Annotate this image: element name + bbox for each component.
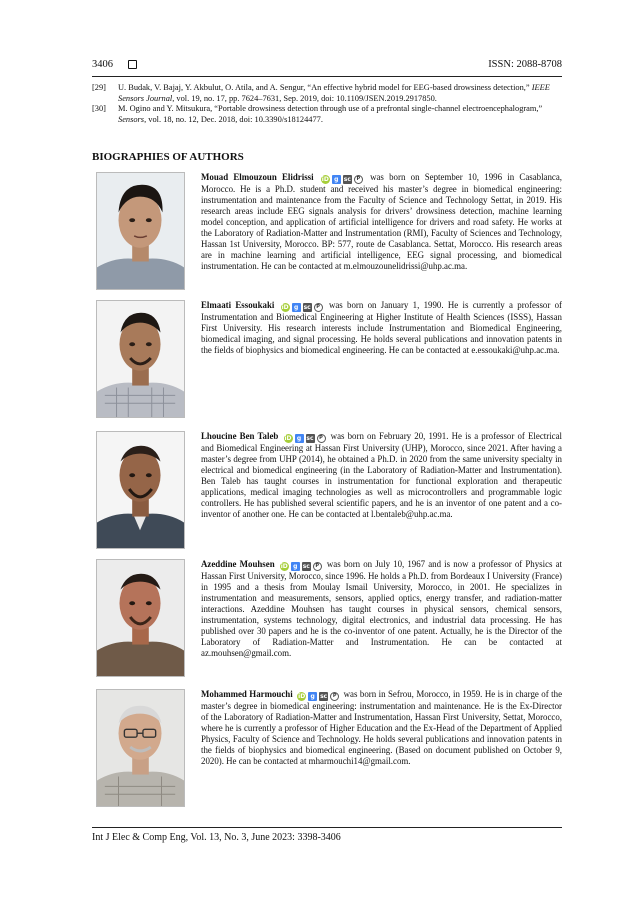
footer-rule (92, 827, 562, 828)
page-number: 3406 (92, 59, 113, 70)
orcid-icon[interactable]: iD (284, 435, 292, 442)
publons-icon[interactable]: P (330, 692, 339, 701)
author-description: was born in Sefrou, Morocco, in 1959. He is in charge of the master’s degree in biomedical engineering: instrumentation and maintenance. He is the Ex-Director of the Laboratory of Radiation-Matter and Instrumentation, Hassan First University, Settat, Morocco, where he is currently a professor of Higher Education and the Ex-Head of the Department of Applied Physics, Faculty of Science and Technology. He holds several publications and innovation patents in the fields of biophysics and biomedical engineering. (Based on document published on October 9, 2020). He can be contacted at mharmouchi14@gmail.com. (201, 689, 563, 766)
author-photo (96, 172, 185, 290)
author-description: was born on July 10, 1967 and is now a professor of Physics at Hassan First University, Morocco, since 1996. He holds a Ph.D. from Bordeaux I University (France) in 1995 and a thesis from Moulay Ismail University, Morocco, in 2001. He specializes in instrumentation and measurements, sensors, applied optics, energy transfer, and radiation-matter interactions. Azeddine Mouhsen has taught courses in physical sensors, chemical sensors, instrumentation, systems technology, digital electronics, and industrial data processing. He has published over 30 papers and he is the co-inventor of one patent. Actually, he is the Director of the Laboratory of Radiation-Matter and Instrumentation. He can be contacted at az.mouhsen@gmail.com. (201, 559, 562, 658)
publons-icon[interactable]: P (354, 175, 363, 184)
google-scholar-icon[interactable]: g (308, 692, 317, 701)
author-photo (96, 559, 185, 677)
reference-item (92, 83, 562, 104)
google-scholar-icon[interactable]: g (332, 175, 341, 184)
scopus-icon[interactable]: sc (320, 693, 328, 700)
checkbox-square-icon (128, 60, 137, 69)
reference-text: M. Ogino and Y. Mitsukura, “Portable drowsiness detection through use of a prefrontal single-channel electroencephalogram,” Sensors, vol. 18, no. 12, Dec. 2018, doi: 10.3390/s18124477. (118, 104, 543, 124)
reference-item (92, 104, 562, 125)
author-name: Azeddine Mouhsen (201, 559, 275, 569)
google-scholar-icon[interactable]: g (292, 303, 301, 312)
orcid-icon[interactable]: iD (280, 563, 288, 570)
profile-badges (281, 303, 323, 312)
author-photo (96, 431, 185, 549)
author-bio-text (201, 689, 562, 767)
publons-icon[interactable]: P (314, 303, 323, 312)
profile-badges (297, 692, 339, 701)
author-name: Elmaati Essoukaki (201, 300, 275, 310)
section-title: BIOGRAPHIES OF AUTHORS (92, 151, 244, 163)
author-bio-text (201, 431, 562, 520)
reference-text: U. Budak, V. Bajaj, Y. Akbulut, O. Atila, and A. Sengur, “An effective hybrid model for EEG-based drowsiness detection,” IEEE Sensors Journal, vol. 19, no. 17, pp. 7624–7631, Sep. 2019, doi: 10.1109/JSEN.2019.2917850. (118, 83, 550, 103)
scopus-icon[interactable]: sc (303, 304, 311, 311)
author-bio-text (201, 559, 562, 659)
author-name: Mohammed Harmouchi (201, 689, 293, 699)
orcid-icon[interactable]: iD (321, 176, 329, 183)
header-rule (92, 76, 562, 77)
publons-icon[interactable]: P (317, 434, 326, 443)
orcid-icon[interactable]: iD (281, 304, 289, 311)
scopus-icon[interactable]: sc (343, 176, 351, 183)
author-bio-text (201, 172, 562, 272)
profile-badges (321, 175, 363, 184)
publons-icon[interactable]: P (313, 562, 322, 571)
google-scholar-icon[interactable]: g (295, 434, 304, 443)
orcid-icon[interactable]: iD (298, 693, 306, 700)
scopus-icon[interactable]: sc (302, 563, 310, 570)
profile-badges (284, 434, 326, 443)
reference-number: [29] (92, 83, 106, 92)
author-name: Mouad Elmouzoun Elidrissi (201, 172, 314, 182)
author-description: was born on September 10, 1996 in Casablanca, Morocco. He is a Ph.D. student and received his master’s degree in biomedical engineering: instrumentation and maintenance from the Faculty of Science and Technology Settat, in 2019. His research areas include EEG signals analysis for drivers’ drowsiness detection, machine learning model conception, and application of artificial intelligence for drivers and road safety. He works at the Laboratory of Radiation-Matter and Instrumentation (RMI), Faculty of Sciences and Technology, Hassan 1st University, Morocco. BP: 577, route de Casablanca. Settat, Morocco. His research areas are in machine learning and artificial intelligence, EEG signal processing, and biomedical instrumentation. He can be contacted at m.elmouzounelidrissi@uhp.ac.ma. (201, 172, 563, 271)
reference-list (92, 83, 562, 125)
page-footer: Int J Elec & Comp Eng, Vol. 13, No. 3, June 2023: 3398-3406 (92, 832, 341, 843)
author-photo (96, 689, 185, 807)
profile-badges (280, 562, 322, 571)
page-header (92, 59, 562, 73)
author-description: was born on January 1, 1990. He is currently a professor of Instrumentation and Biomedical Engineering at Higher Institute of Health Sciences (ISSS), Hassan First University. His research interests include Instrumentation and Biomedical Engineering, biomedical imaging, and signal processing. He holds several publications and innovation patents in the fields of biophysics and biomedical engineering. He can be contacted at e.essoukaki@uhp.ac.ma. (201, 300, 562, 355)
google-scholar-icon[interactable]: g (291, 562, 300, 571)
reference-number: [30] (92, 104, 106, 114)
author-photo (96, 300, 185, 418)
author-description: was born on February 20, 1991. He is a professor of Electrical and Biomedical Engineering at Hassan First University (UHP), Morocco, since 2021. After having a master’s degree from UHP (2014), he obtained a Ph.D. in 2020 from the same university specialty in electrical and biomedical engineering (in the Laboratory of Radiation-Matter and Instrumentation). Ben Taleb has taught courses in instrumentation for functional exploration and therapeutic applications, medical imaging technologies as well as microcontrollers and programmable logic controllers. He has published several scientific papers, and he is an inventor of one patent and a co-inventor of another one. He can be contacted at l.bentaleb@uhp.ac.ma. (201, 431, 563, 519)
issn: ISSN: 2088-8708 (488, 59, 562, 70)
author-name: Lhoucine Ben Taleb (201, 431, 279, 441)
author-bio-text (201, 300, 562, 356)
scopus-icon[interactable]: sc (306, 435, 314, 442)
